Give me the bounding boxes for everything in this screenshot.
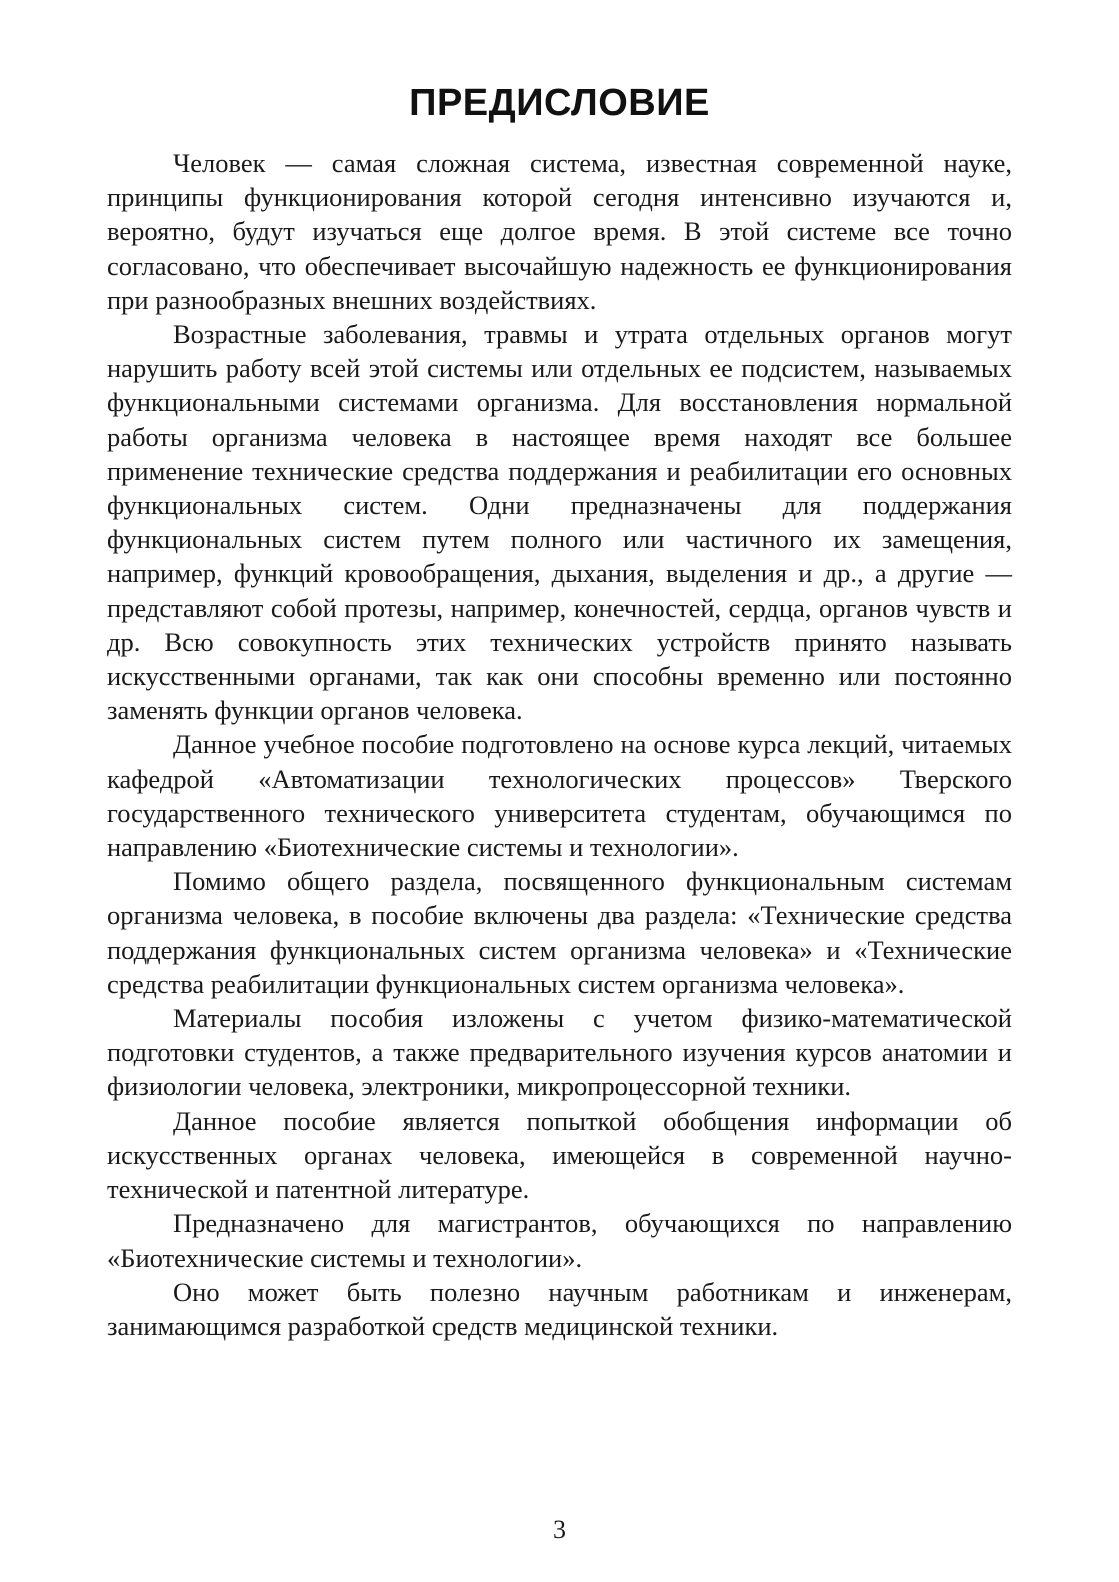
paragraph-3: Данное учебное пособие подготовлено на основе курса лекций, читаемых кафедрой «Автоматизации технологических процессов» Тверского государственного технического университета студентам, обучающимся по направлению «Биотехнические системы и технологии».: [107, 729, 1012, 863]
page-number: 3: [553, 1515, 566, 1544]
paragraph-4: Помимо общего раздела, посвященного функциональным системам организма человека, в пособие включены два раздела: «Технические средства поддержания функциональных систем организма человека» и «Технические средства реабилитации функциональных систем организма человека».: [107, 866, 1012, 999]
paragraph-7: Предназначено для магистрантов, обучающихся по направлению «Биотехнические системы и технологии».: [107, 1208, 1012, 1273]
preface-body: [107, 146, 1012, 1343]
paragraph-8: Оно может быть полезно научным работникам и инженерам, занимающимся разработкой средств медицинской техники.: [107, 1276, 1012, 1341]
paragraph-1: Человек — самая сложная система, известная современной науке, принципы функционирования которой сегодня интенсивно изучаются и, вероятно, будут изучаться еще долгое время. В этой системе все точно согласовано, что обеспечивает высочайшую надежность ее функционирования при разнообразных внешних воздействиях.: [107, 148, 1012, 315]
paragraph-5: Материалы пособия изложены с учетом физико-математической подготовки студентов, а также предварительного изучения курсов анатомии и физиологии человека, электроники, микропроцессорной техники.: [107, 1003, 1012, 1102]
paragraph-2: Возрастные заболевания, травмы и утрата отдельных органов могут нарушить работу всей этой системы или отдельных ее подсистем, называемых функциональными системами организма. Для восстановления нормальной работы организма человека в настоящее время находят все большее применение технические средства поддержания и реабилитации его основных функциональных систем. Одни предназначены для поддержания функциональных систем путем полного или частичного их замещения, например, функций кровообращения, дыхания, выделения и др., а другие — представляют собой протезы, например, конечностей, сердца, органов чувств и др. Всю совокупность этих технических устройств принято называть искусственными органами, так как они способны временно или постоянно заменять функции органов человека.: [107, 319, 1012, 726]
page-title: ПРЕДИСЛОВИЕ: [409, 82, 710, 124]
paragraph-6: Данное пособие является попыткой обобщения информации об искусственных органах человека, имеющейся в современной научно-технической и патентной литературе.: [107, 1105, 1012, 1205]
